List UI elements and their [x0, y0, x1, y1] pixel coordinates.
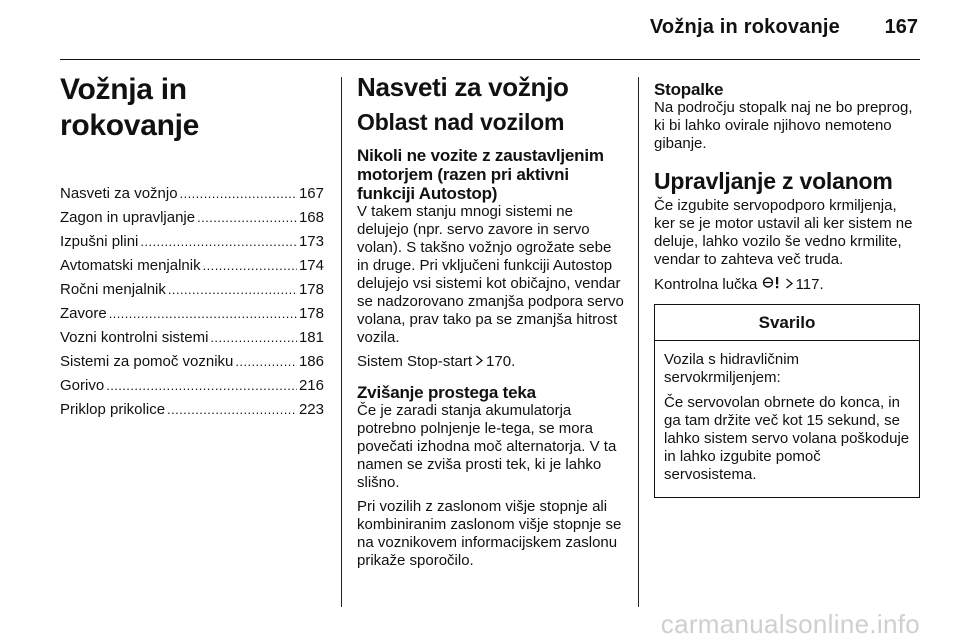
chapter-title: Vožnja in rokovanje: [60, 73, 200, 142]
toc-leader-dots: [180, 182, 297, 206]
toc-entry[interactable]: [60, 350, 324, 374]
reference-page: 117.: [795, 276, 824, 293]
topic-heading-engine-off: Nikoli ne vozite z zaustavljenim motorjem (razen pri aktivni funkciji Autostop): [357, 146, 604, 203]
paragraph: V takem stanju mnogi sistemi ne delujejo (npr. servo zavore in servo volan). S takšno vožnjo ogrožate sebe in druge. Pri vključeni funkciji Autostop delujejo vsi sistemi kot običajno, vendar se nadzorovano zmanjša podpora servo volana, prav tako pa se zmanjša hitrost vozila.: [357, 203, 624, 346]
toc-entry-page: 168: [298, 209, 324, 226]
toc-entry-label: Izpušni plini: [60, 233, 139, 250]
page-header: [60, 0, 920, 59]
toc-entry[interactable]: [60, 398, 324, 422]
toc-entry-page: 223: [298, 401, 324, 418]
header-rule: [60, 59, 920, 60]
subsection-heading-steering: Upravljanje z volanom: [654, 168, 893, 194]
page-number: 167: [884, 16, 918, 38]
toc-entry-label: Zagon in upravljanje: [60, 209, 196, 226]
toc-leader-dots: [140, 230, 297, 254]
toc-entry[interactable]: [60, 254, 324, 278]
toc-entry-page: 178: [298, 281, 324, 298]
toc-leader-dots: [106, 374, 297, 398]
toc-entry-label: Vozni kontrolni sistemi: [60, 329, 209, 346]
toc-entry-page: 174: [298, 257, 324, 274]
toc-entry[interactable]: [60, 326, 324, 350]
page-reference-arrow-icon: [785, 276, 794, 294]
toc-list: [60, 182, 324, 422]
toc-entry-page: 178: [298, 305, 324, 322]
paragraph: Na področju stopalk naj ne bo preprog, ki bi lahko ovirale njihovo nemoteno gibanje.: [654, 99, 913, 152]
cross-reference[interactable]: [654, 275, 920, 294]
toc-leader-dots: [167, 398, 297, 422]
toc-entry-page: 216: [298, 377, 324, 394]
toc-entry[interactable]: [60, 278, 324, 302]
cross-reference[interactable]: [357, 353, 627, 371]
toc-entry-label: Ročni menjalnik: [60, 281, 166, 298]
column-divider-2: [638, 77, 639, 607]
watermark: carmanualsonline.info: [660, 609, 920, 639]
toc-entry-label: Gorivo: [60, 377, 105, 394]
paragraph: Pri vozilih z zaslonom višje stopnje ali kombiniranim zaslonom višje stopnje se na voznikovem informacijskem zaslonu prikaže sporočilo.: [357, 498, 622, 569]
toc-leader-dots: [235, 350, 297, 374]
paragraph: Če je zaradi stanja akumulatorja potrebno polnjenje le-tega, se mora povečati izhodna moč alternatorja. V ta namen se zviša prosti tek, ki je lahko slišno.: [357, 402, 617, 491]
toc-entry-page: 167: [298, 185, 324, 202]
paragraph: Če izgubite servopodporo krmiljenja, ker se je motor ustavil ali ker sistem ne deluje, lahko vozilo še vedno krmilite, vendar to zahteva več truda.: [654, 197, 913, 268]
toc-entry-label: Zavore: [60, 305, 107, 322]
toc-leader-dots: [203, 254, 297, 278]
steering-warning-lamp-icon: [762, 276, 782, 292]
content-column-2: [357, 72, 627, 576]
chapter-toc-column: [60, 72, 324, 422]
warning-paragraph: Vozila s hidravličnim servokrmiljenjem:: [664, 351, 800, 386]
topic-heading-idle: Zvišanje prostega teka: [357, 383, 536, 402]
warning-body: [655, 341, 919, 497]
toc-entry[interactable]: [60, 182, 324, 206]
warning-box: [654, 304, 920, 498]
section-heading: Nasveti za vožnjo: [357, 72, 569, 102]
column-divider-1: [341, 77, 342, 607]
toc-entry-label: Sistemi za pomoč vozniku: [60, 353, 234, 370]
topic-heading-pedals: Stopalke: [654, 80, 724, 99]
toc-entry[interactable]: [60, 374, 324, 398]
toc-entry-page: 181: [298, 329, 324, 346]
toc-leader-dots: [197, 206, 297, 230]
reference-page: 170.: [486, 353, 516, 370]
content-column-3: [654, 72, 920, 498]
warning-title: Svarilo: [655, 305, 919, 341]
reference-text: Kontrolna lučka: [654, 276, 758, 293]
subsection-heading: Oblast nad vozilom: [357, 109, 565, 135]
toc-entry-label: Nasveti za vožnjo: [60, 185, 178, 202]
toc-leader-dots: [109, 302, 297, 326]
toc-leader-dots: [210, 326, 297, 350]
toc-entry-label: Priklop prikolice: [60, 401, 166, 418]
toc-entry-page: 186: [298, 353, 324, 370]
page-reference-arrow-icon: [475, 353, 484, 371]
toc-entry-page: 173: [298, 233, 324, 250]
toc-entry[interactable]: [60, 230, 324, 254]
toc-leader-dots: [168, 278, 297, 302]
toc-entry-label: Avtomatski menjalnik: [60, 257, 201, 274]
reference-text: Sistem Stop-start: [357, 353, 473, 370]
toc-entry[interactable]: [60, 206, 324, 230]
header-title: Vožnja in rokovanje: [649, 16, 840, 38]
warning-paragraph: Če servovolan obrnete do konca, in ga tam držite več kot 15 sekund, se lahko sistem servo volana poškoduje in lahko izgubite pomoč servosistema.: [664, 394, 910, 483]
toc-entry[interactable]: [60, 302, 324, 326]
